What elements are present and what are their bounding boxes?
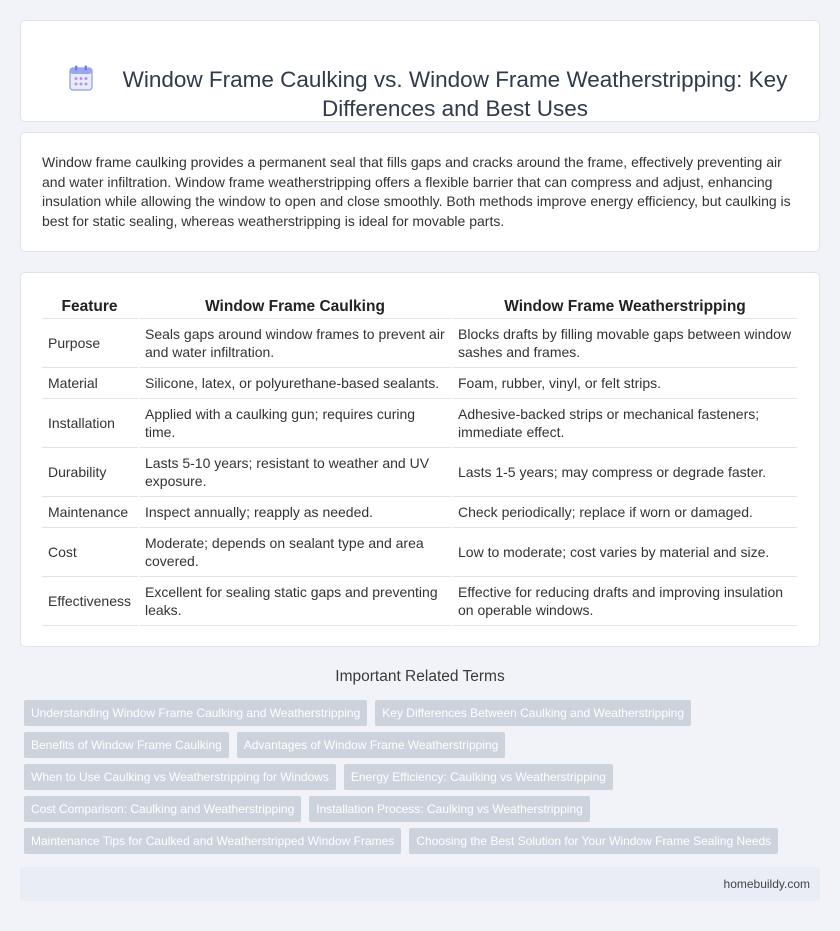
related-term-tag[interactable]: Understanding Window Frame Caulking and Weatherstripping (24, 700, 367, 726)
table-cell: Effectiveness (42, 577, 140, 626)
table-cell: Durability (42, 448, 140, 497)
column-header: Window Frame Caulking (140, 295, 453, 319)
column-header: Window Frame Weatherstripping (453, 295, 797, 319)
comparison-table (42, 295, 797, 626)
table-cell: Purpose (42, 319, 140, 368)
related-tags-row (24, 764, 621, 790)
table-cell: Moderate; depends on sealant type and area covered. (140, 528, 453, 577)
related-tags-row (24, 700, 699, 726)
table-row (42, 368, 797, 399)
table-cell: Inspect annually; reapply as needed. (140, 497, 453, 528)
intro-card (20, 132, 820, 252)
table-cell: Cost (42, 528, 140, 577)
table-row (42, 399, 797, 448)
table-cell: Effective for reducing drafts and improving insulation on operable windows. (453, 577, 797, 626)
related-term-tag[interactable]: When to Use Caulking vs Weatherstripping for Windows (24, 764, 336, 790)
table-cell: Excellent for sealing static gaps and preventing leaks. (140, 577, 453, 626)
related-tags-row (24, 732, 513, 758)
table-row (42, 448, 797, 497)
title-card (20, 20, 820, 122)
related-term-tag[interactable]: Cost Comparison: Caulking and Weatherstripping (24, 796, 301, 822)
related-term-tag[interactable]: Energy Efficiency: Caulking vs Weatherstripping (344, 764, 613, 790)
column-header: Feature (42, 295, 140, 319)
related-term-tag[interactable]: Installation Process: Caulking vs Weatherstripping (309, 796, 590, 822)
site-name[interactable]: homebuildy.com (723, 877, 810, 891)
table-row (42, 528, 797, 577)
table-cell: Seals gaps around window frames to prevent air and water infiltration. (140, 319, 453, 368)
related-term-tag[interactable]: Key Differences Between Caulking and Weatherstripping (375, 700, 691, 726)
table-cell: Adhesive-backed strips or mechanical fasteners; immediate effect. (453, 399, 797, 448)
related-term-tag[interactable]: Maintenance Tips for Caulked and Weatherstripped Window Frames (24, 828, 401, 854)
calendar-icon (69, 65, 93, 91)
table-cell: Lasts 5-10 years; resistant to weather and UV exposure. (140, 448, 453, 497)
table-cell: Low to moderate; cost varies by material and size. (453, 528, 797, 577)
table-cell: Maintenance (42, 497, 140, 528)
table-cell: Silicone, latex, or polyurethane-based sealants. (140, 368, 453, 399)
comparison-table-card (20, 272, 820, 647)
related-term-tag[interactable]: Choosing the Best Solution for Your Window Frame Sealing Needs (409, 828, 778, 854)
related-tags-row (24, 828, 786, 854)
table-row (42, 497, 797, 528)
related-term-tag[interactable]: Advantages of Window Frame Weatherstripping (237, 732, 506, 758)
related-tags-row (24, 796, 598, 822)
intro-paragraph: Window frame caulking provides a permanent seal that fills gaps and cracks around the frame, effectively preventing air and water infiltration. Window frame weatherstripping offers a flexible barrier that can compress and adjust, enhancing insulation while allowing the window to open and close smoothly. Both methods improve energy efficiency, but caulking is best for static sealing, whereas weatherstripping is ideal for movable parts. (42, 154, 791, 229)
table-cell: Applied with a caulking gun; requires curing time. (140, 399, 453, 448)
page-title: Window Frame Caulking vs. Window Frame Weatherstripping: Key Differences and Best Uses (122, 67, 788, 121)
related-terms-heading: Important Related Terms (335, 668, 505, 685)
table-row (42, 319, 797, 368)
related-term-tag[interactable]: Benefits of Window Frame Caulking (24, 732, 229, 758)
table-cell: Material (42, 368, 140, 399)
table-cell: Lasts 1-5 years; may compress or degrade faster. (453, 448, 797, 497)
table-cell: Check periodically; replace if worn or damaged. (453, 497, 797, 528)
table-cell: Installation (42, 399, 140, 448)
footer (20, 867, 820, 901)
table-cell: Foam, rubber, vinyl, or felt strips. (453, 368, 797, 399)
table-cell: Blocks drafts by filling movable gaps between window sashes and frames. (453, 319, 797, 368)
table-row (42, 577, 797, 626)
table-header-row (42, 295, 797, 319)
